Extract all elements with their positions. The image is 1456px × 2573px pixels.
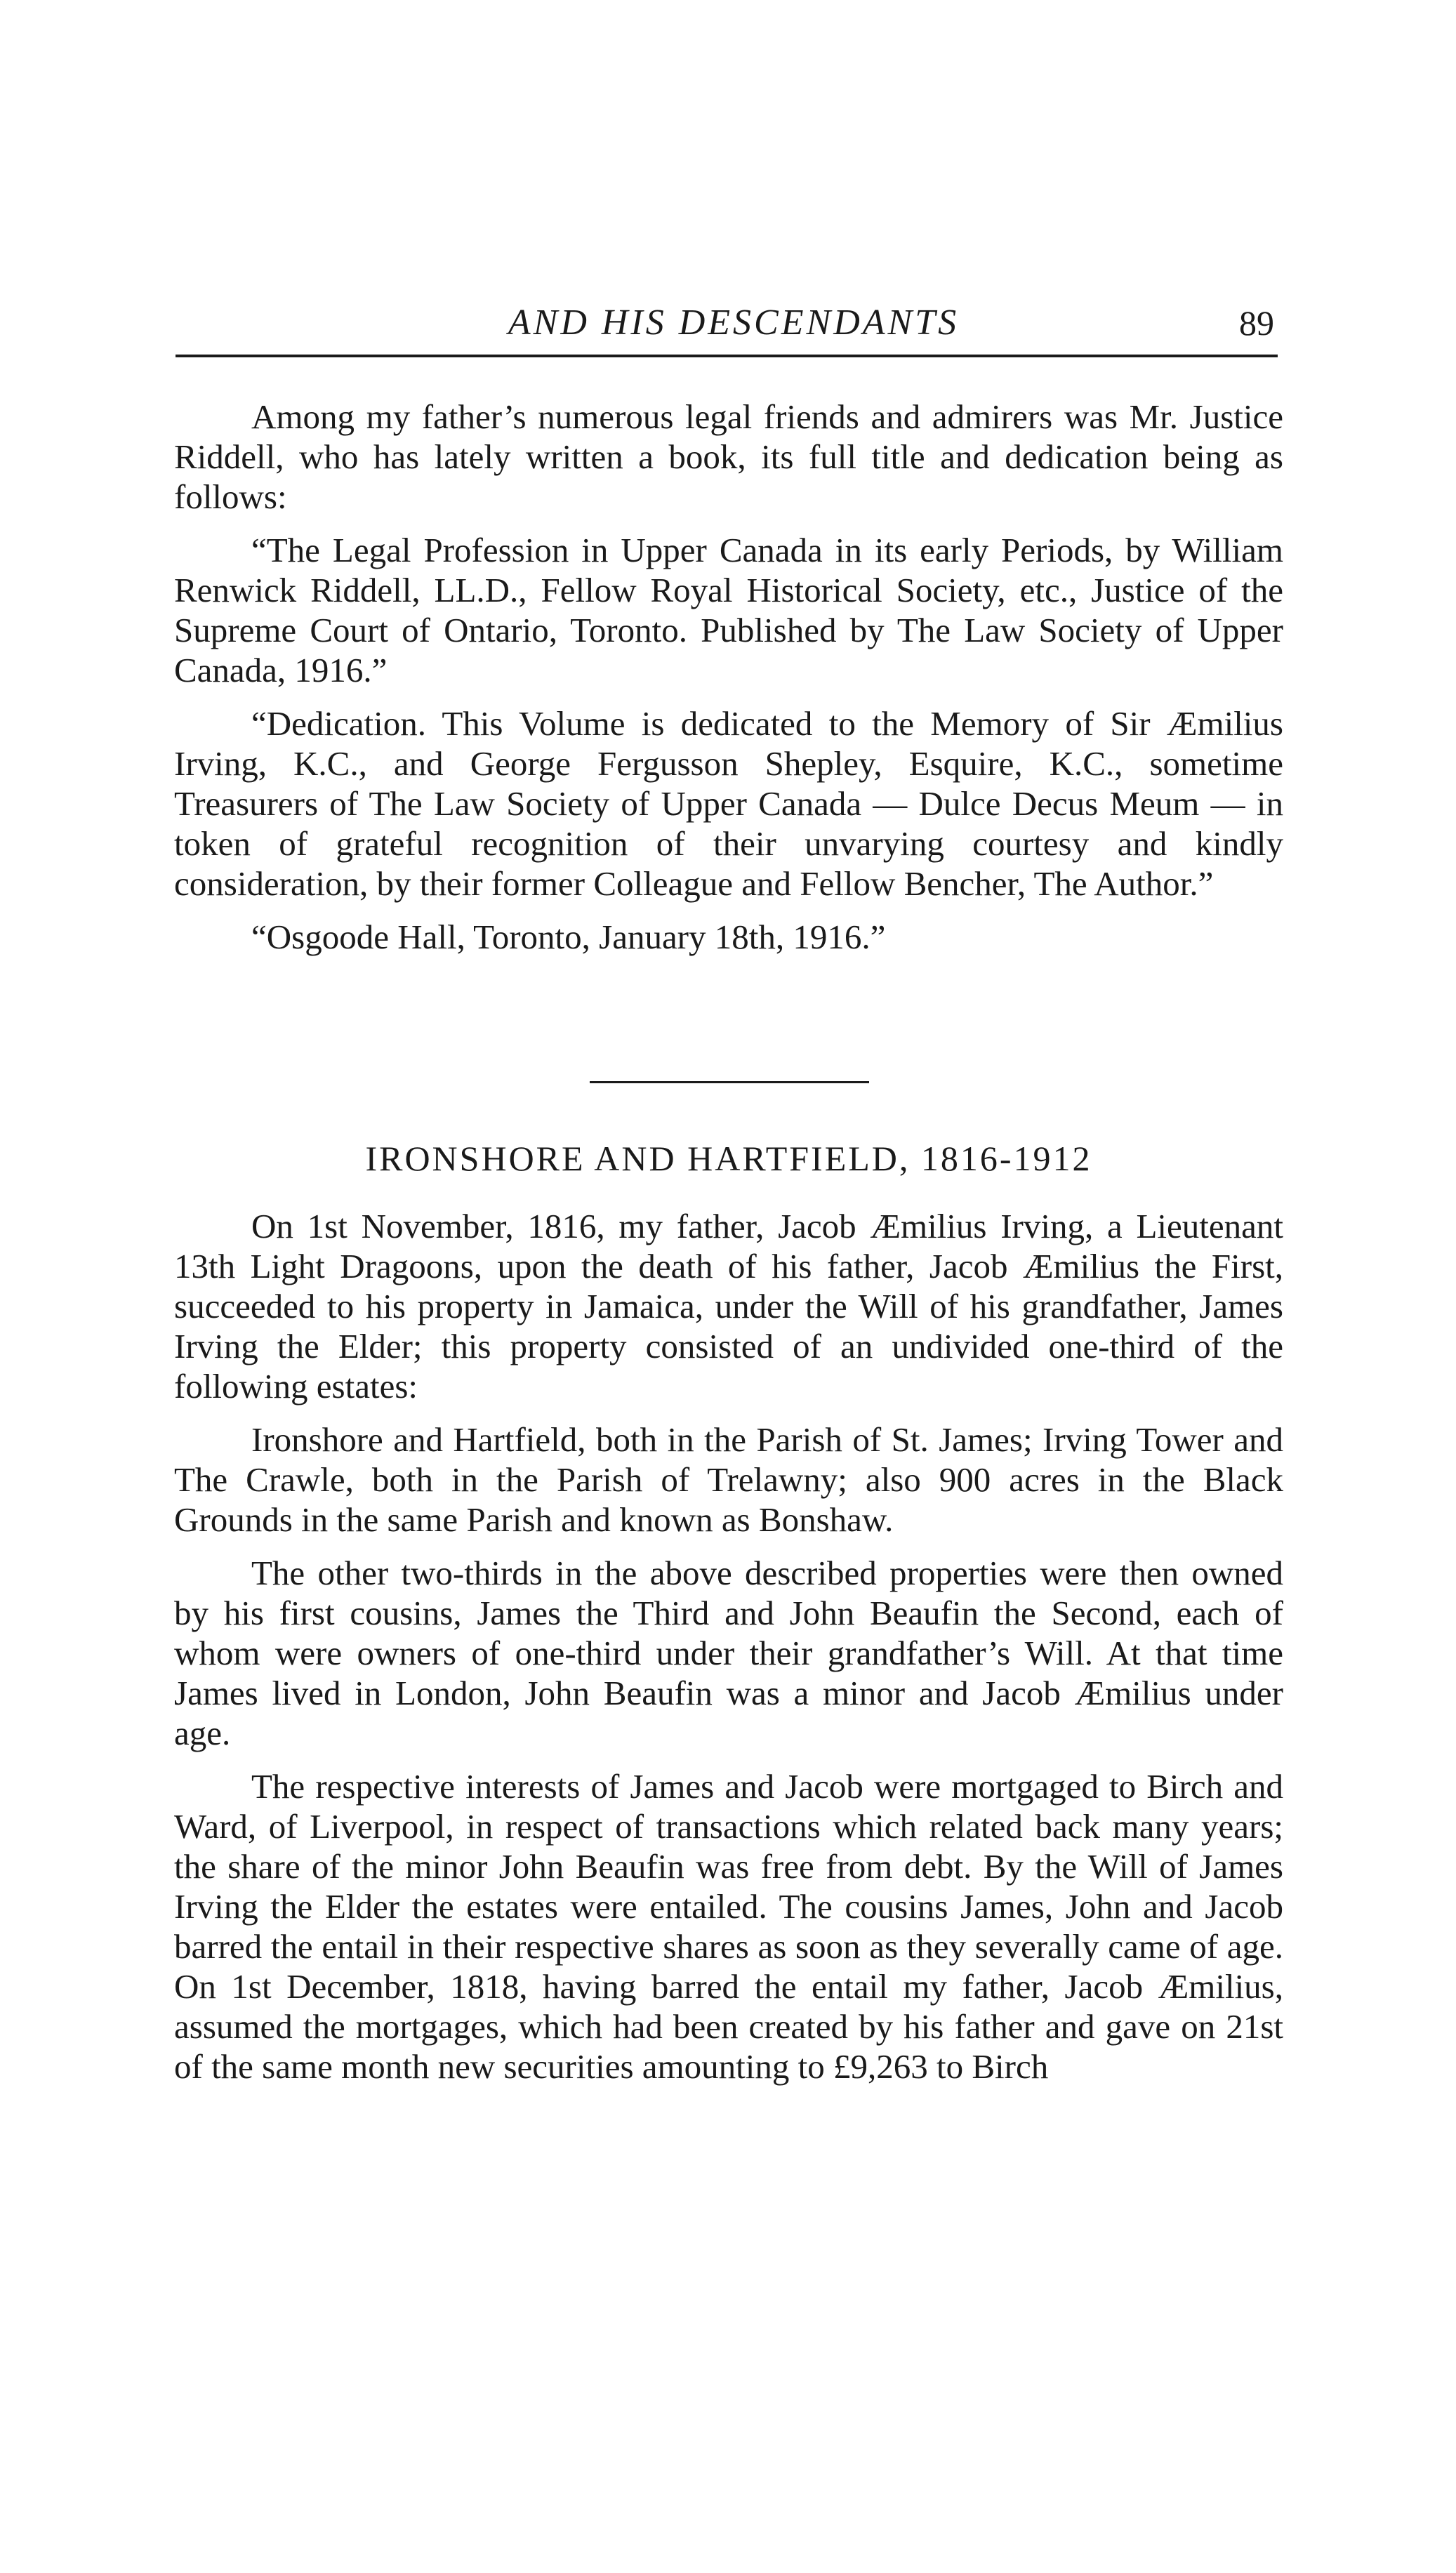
header-rule [176,355,1278,357]
paragraph: On 1st November, 1816, my father, Jacob Æmilius Irving, a Lieutenant 13th Light Dragoons, upon the death of his father, Jacob Æmilius the First, succeeded to his property in Jamaica, under the Will of his grandfather, James Irving the Elder; this property consisted of an undivided one-third of the following estates: [174,1207,1283,1405]
section-heading: IRONSHORE AND HARTFIELD, 1816-1912 [365,1139,1092,1178]
running-title: AND HIS DESCENDANTS [508,303,960,343]
quoted-title-paragraph: “The Legal Profession in Upper Canada in its early Periods, by William Renwick Riddell, LL.D., Fellow Royal Historical Society, etc., Justice of the Supreme Court of Ontario, Toronto. Published by The Law Society of Upper Canada, 1916.” [174,531,1283,689]
section-two-text [174,1206,1283,2100]
dateline-paragraph: “Osgoode Hall, Toronto, January 18th, 1916.” [251,918,886,956]
paragraph: Among my father’s numerous legal friends and admirers was Mr. Justice Riddell, who has lately written a book, its full title and dedication being as follows: [174,397,1283,516]
dedication-paragraph: “Dedication. This Volume is dedicated to the Memory of Sir Æmilius Irving, K.C., and George Fergusson Shepley, Esquire, K.C., sometime Treasurers of The Law Society of Upper Canada — Dulce Decus Meum — in token of grateful recognition of their unvarying courtesy and kindly consideration, by their former Colleague and Fellow Bencher, The Author.” [174,704,1283,903]
paragraph: Ironshore and Hartfield, both in the Parish of St. James; Irving Tower and The Crawle, both in the Parish of Trelawny; also 900 acres in the Black Grounds in the same Parish and known as Bonshaw. [174,1420,1283,1539]
section-divider [590,1081,869,1083]
paragraph: The respective interests of James and Jacob were mortgaged to Birch and Ward, of Liverpool, in respect of transactions which related back many years; the share of the minor John Beaufin was free from debt. By the Will of James Irving the Elder the estates were entailed. The cousins James, John and Jacob barred the entail in their respective shares as soon as they severally came of age. On 1st December, 1818, having barred the entail my father, Jacob Æmilius, assumed the mortgages, which had been created by his father and gave on 21st of the same month new securities amounting to £9,263 to Birch [174,1767,1283,2086]
section-one-text [174,397,1283,970]
page-header [179,302,1288,351]
paragraph: The other two-thirds in the above described properties were then owned by his first cousins, James the Third and John Beaufin the Second, each of whom were owners of one-third under their grandfather’s Will. At that time James lived in London, John Beaufin was a minor and Jacob Æmilius under age. [174,1554,1283,1752]
page-number: 89 [1239,303,1274,343]
